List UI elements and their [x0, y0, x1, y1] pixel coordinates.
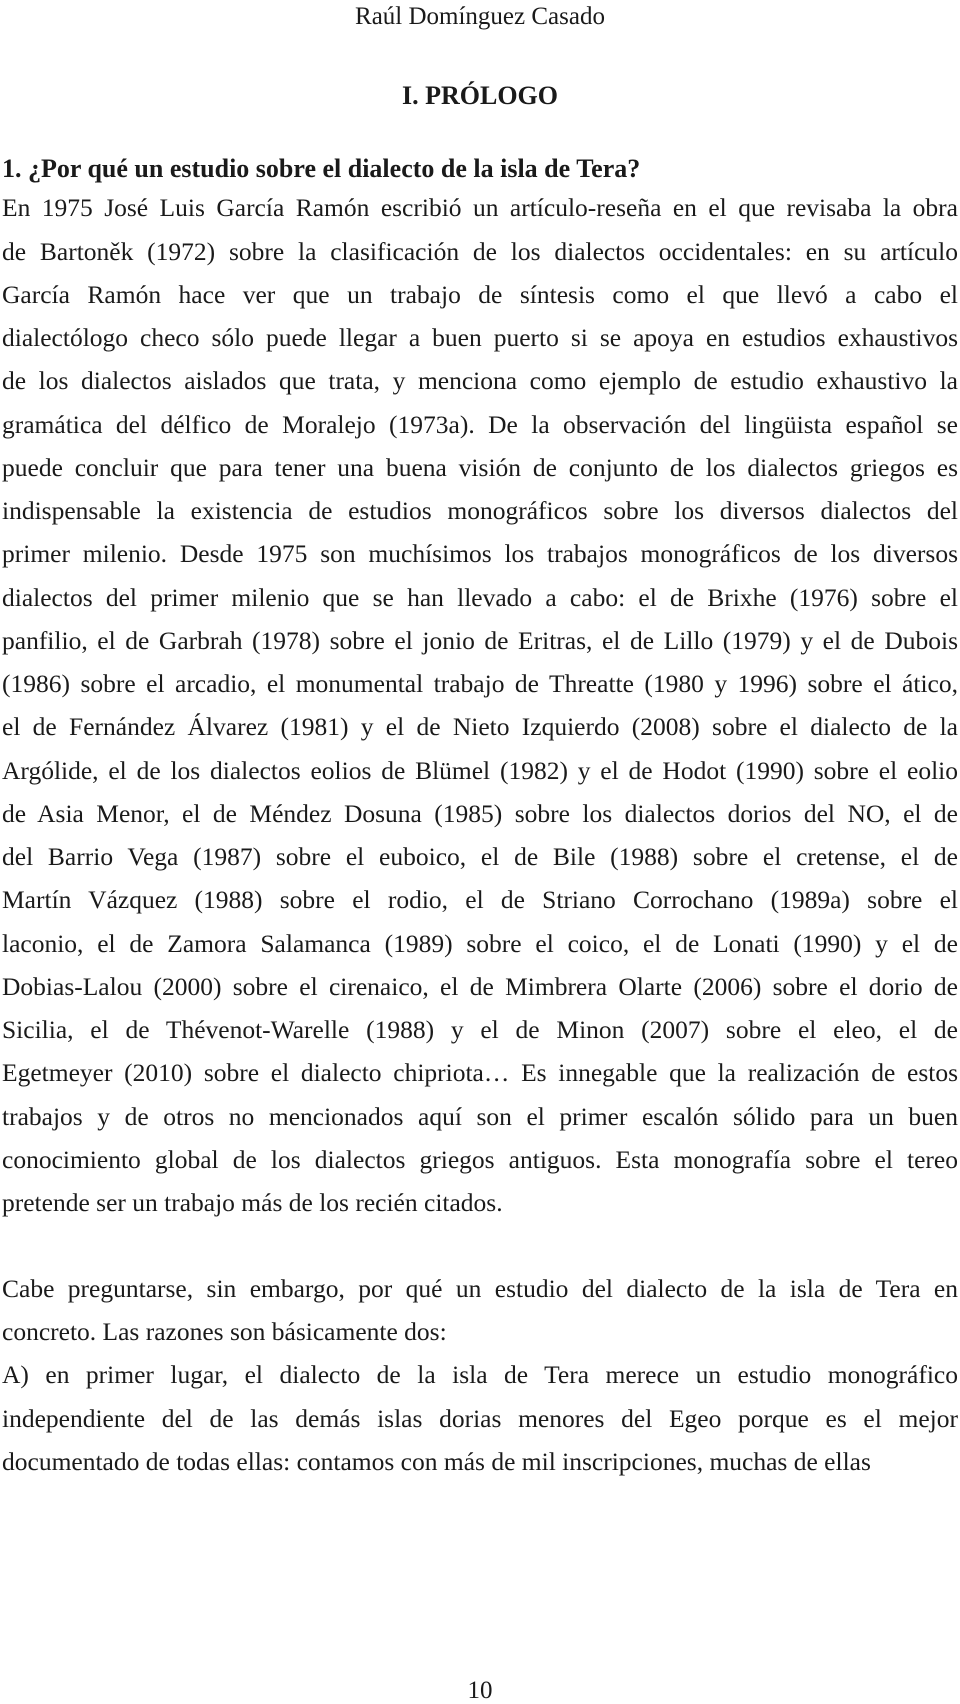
paragraph-line: Sicilia, el de Thévenot-Warelle (1988) y el de Minon (2007) sobre el eleo, el de [2, 1015, 958, 1044]
paragraph-line: Martín Vázquez (1988) sobre el rodio, el de Striano Corrochano (1989a) sobre el [2, 885, 958, 914]
paragraph-line: García Ramón hace ver que un trabajo de síntesis como el que llevó a cabo el [2, 280, 958, 309]
paragraph-line: dialectólogo checo sólo puede llegar a buen puerto si se apoya en estudios exhaustivos [2, 323, 958, 352]
paragraph-line: panfilio, el de Garbrah (1978) sobre el jonio de Eritras, el de Lillo (1979) y el de Dubois [2, 626, 958, 655]
paragraph-line: independiente del de las demás islas dorias menores del Egeo porque es el mejor [2, 1404, 958, 1433]
paragraph-line: En 1975 José Luis García Ramón escribió un artículo-reseña en el que revisaba la obra [2, 193, 958, 222]
paragraph-line: trabajos y de otros no mencionados aquí son el primer escalón sólido para un buen [2, 1102, 958, 1131]
paragraph-line: de Asia Menor, el de Méndez Dosuna (1985) sobre los dialectos dorios del NO, el de [2, 799, 958, 828]
paragraph-line: Dobias-Lalou (2000) sobre el cirenaico, el de Mimbrera Olarte (2006) sobre el dorio de [2, 972, 958, 1001]
paragraph-line: concreto. Las razones son básicamente dos: [2, 1317, 447, 1346]
paragraph-line: gramática del délfico de Moralejo (1973a). De la observación del lingüista español se [2, 410, 958, 439]
paragraph-line: del Barrio Vega (1987) sobre el euboico, el de Bile (1988) sobre el cretense, el de [2, 842, 958, 871]
paragraph-line: de Bartoněk (1972) sobre la clasificación de los dialectos occidentales: en su artículo [2, 237, 958, 266]
paragraph-line: de los dialectos aislados que trata, y menciona como ejemplo de estudio exhaustivo la [2, 366, 958, 395]
paragraph-line: primer milenio. Desde 1975 son muchísimos los trabajos monográficos de los diversos [2, 539, 958, 568]
paragraph-line: A) en primer lugar, el dialecto de la isla de Tera merece un estudio monográfico [2, 1360, 958, 1389]
page-number: 10 [467, 1677, 493, 1704]
paragraph-line: laconio, el de Zamora Salamanca (1989) sobre el coico, el de Lonati (1990) y el de [2, 929, 958, 958]
paragraph-line: dialectos del primer milenio que se han llevado a cabo: el de Brixhe (1976) sobre el [2, 583, 958, 612]
paragraph-line: pretende ser un trabajo más de los recién citados. [2, 1188, 503, 1217]
paragraph-line: Argólide, el de los dialectos eolios de Blümel (1982) y el de Hodot (1990) sobre el eolio [2, 756, 958, 785]
paragraph-line: conocimiento global de los dialectos griegos antiguos. Esta monografía sobre el tereo [2, 1145, 958, 1174]
paragraph-line: indispensable la existencia de estudios monográficos sobre los diversos dialectos del [2, 496, 958, 525]
paragraph-line: puede concluir que para tener una buena visión de conjunto de los dialectos griegos es [2, 453, 958, 482]
paragraph-line: documentado de todas ellas: contamos con más de mil inscripciones, muchas de ellas [2, 1447, 871, 1476]
section-heading: 1. ¿Por qué un estudio sobre el dialecto de la isla de Tera? [2, 154, 641, 183]
paragraph-line: el de Fernández Álvarez (1981) y el de Nieto Izquierdo (2008) sobre el dialecto de la [2, 712, 958, 741]
paragraph-line: Egetmeyer (2010) sobre el dialecto chipriota… Es innegable que la realización de estos [2, 1058, 958, 1087]
paragraph-line: Cabe preguntarse, sin embargo, por qué un estudio del dialecto de la isla de Tera en [2, 1274, 958, 1303]
chapter-title: I. PRÓLOGO [401, 81, 558, 110]
paragraph-line: (1986) sobre el arcadio, el monumental trabajo de Threatte (1980 y 1996) sobre el ático, [2, 669, 958, 698]
running-header: Raúl Domínguez Casado [355, 3, 605, 30]
